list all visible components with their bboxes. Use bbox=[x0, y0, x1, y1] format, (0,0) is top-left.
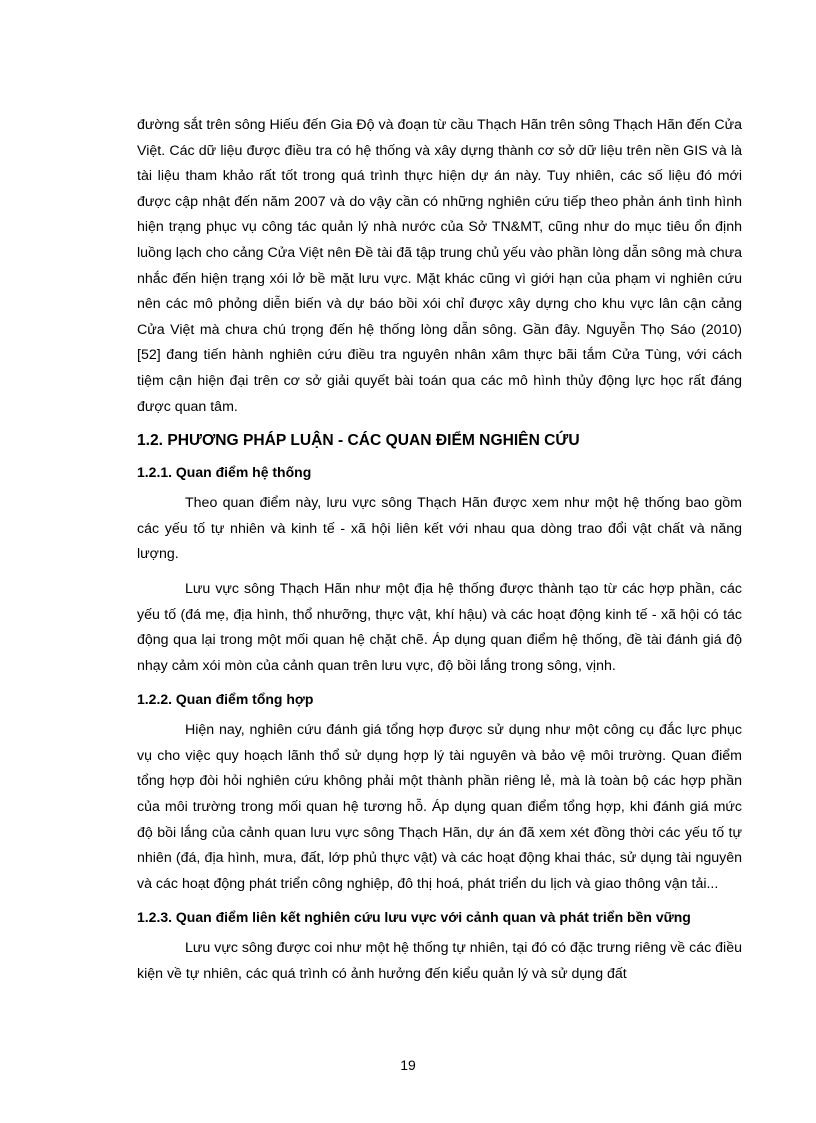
paragraph-system-view-2: Lưu vực sông Thạch Hãn như một địa hệ thống được thành tạo từ các hợp phần, các yếu tố (đá mẹ, địa hình, thổ nhưỡng, thực vật, khí hậu) và các hoạt động kinh tế - xã hội có tác động qua lại trong một mối quan hệ chặt chẽ. Áp dụng quan điểm hệ thống, đề tài đánh giá độ nhạy cảm xói mòn của cảnh quan trên lưu vực, độ bồi lắng trong sông, vịnh. bbox=[137, 580, 742, 674]
paragraph-watershed-view: Lưu vực sông được coi như một hệ thống tự nhiên, tại đó có đặc trưng riêng về các điều kiện về tự nhiên, các quá trình có ảnh hưởng đến kiểu quản lý và sử dụng đất bbox=[137, 940, 742, 983]
paragraph-synthesis-view: Hiện nay, nghiên cứu đánh giá tổng hợp được sử dụng như một công cụ đắc lực phục vụ cho việc quy hoạch lãnh thổ sử dụng hợp lý tài nguyên và bảo vệ môi trường. Quan điểm tổng hợp đòi hỏi nghiên cứu không phải một thành phần riêng lẻ, mà là toàn bộ các hợp phần của môi trường trong mối quan hệ tương hỗ. Áp dụng quan điểm tổng hợp, khi đánh giá mức độ bồi lắng của cảnh quan lưu vực sông Thạch Hãn, dự án đã xem xét đồng thời các yếu tố tự nhiên (đá, địa hình, mưa, đất, lớp phủ thực vật) và các hoạt động khai thác, sử dụng tài nguyên và các hoạt động phát triển công nghiệp, đô thị hoá, phát triển du lịch và giao thông vận tải... bbox=[137, 722, 742, 892]
section-heading-1-2: 1.2. PHƯƠNG PHÁP LUẬN - CÁC QUAN ĐIỂM NGHIÊN CỨU bbox=[137, 432, 580, 450]
subsection-heading-1-2-3: 1.2.3. Quan điểm liên kết nghiên cứu lưu vực với cảnh quan và phát triển bền vững bbox=[137, 909, 691, 926]
subsection-heading-1-2-1: 1.2.1. Quan điểm hệ thống bbox=[137, 464, 312, 481]
paragraph-intro: đường sắt trên sông Hiếu đến Gia Độ và đoạn từ cầu Thạch Hãn trên sông Thạch Hãn đến Cửa Việt. Các dữ liệu được điều tra có hệ thống và xây dựng thành cơ sở dữ liệu trên nền GIS và là tài liệu tham khảo rất tốt trong quá trình thực hiện dự án này. Tuy nhiên, các số liệu đó mới được cập nhật đến năm 2007 và do vậy cần có những nghiên cứu tiếp theo phản ánh tình hình hiện trạng phục vụ công tác quản lý nhà nước của Sở TN&MT, cũng như do mục tiêu ổn định luồng lạch cho cảng Cửa Việt nên Đề tài đã tập trung chủ yếu vào phần lòng dẫn sông mà chưa nhắc đến hiện trạng xói lở bề mặt lưu vực. Mặt khác cũng vì giới hạn của phạm vi nghiên cứu nên các mô phỏng diễn biến và dự báo bồi xói chỉ được xây dựng cho khu vực lân cận cảng Cửa Việt mà chưa chú trọng đến hệ thống lòng dẫn sông. Gần đây. Nguyễn Thọ Sáo (2010) [52] đang tiến hành nghiên cứu điều tra nguyên nhân xâm thực bãi tắm Cửa Tùng, với cách tiệm cận hiện đại trên cơ sở giải quyết bài toán qua các mô hình thủy động lực học rất đáng được quan tâm. bbox=[137, 117, 742, 415]
subsection-heading-1-2-2: 1.2.2. Quan điểm tổng hợp bbox=[137, 691, 314, 708]
page-number: 19 bbox=[400, 1057, 416, 1073]
document-page bbox=[137, 113, 742, 988]
paragraph-system-view-1: Theo quan điểm này, lưu vực sông Thạch Hãn được xem như một hệ thống bao gồm các yếu tố tự nhiên và kinh tế - xã hội liên kết với nhau qua dòng trao đổi vật chất và năng lượng. bbox=[137, 495, 742, 563]
